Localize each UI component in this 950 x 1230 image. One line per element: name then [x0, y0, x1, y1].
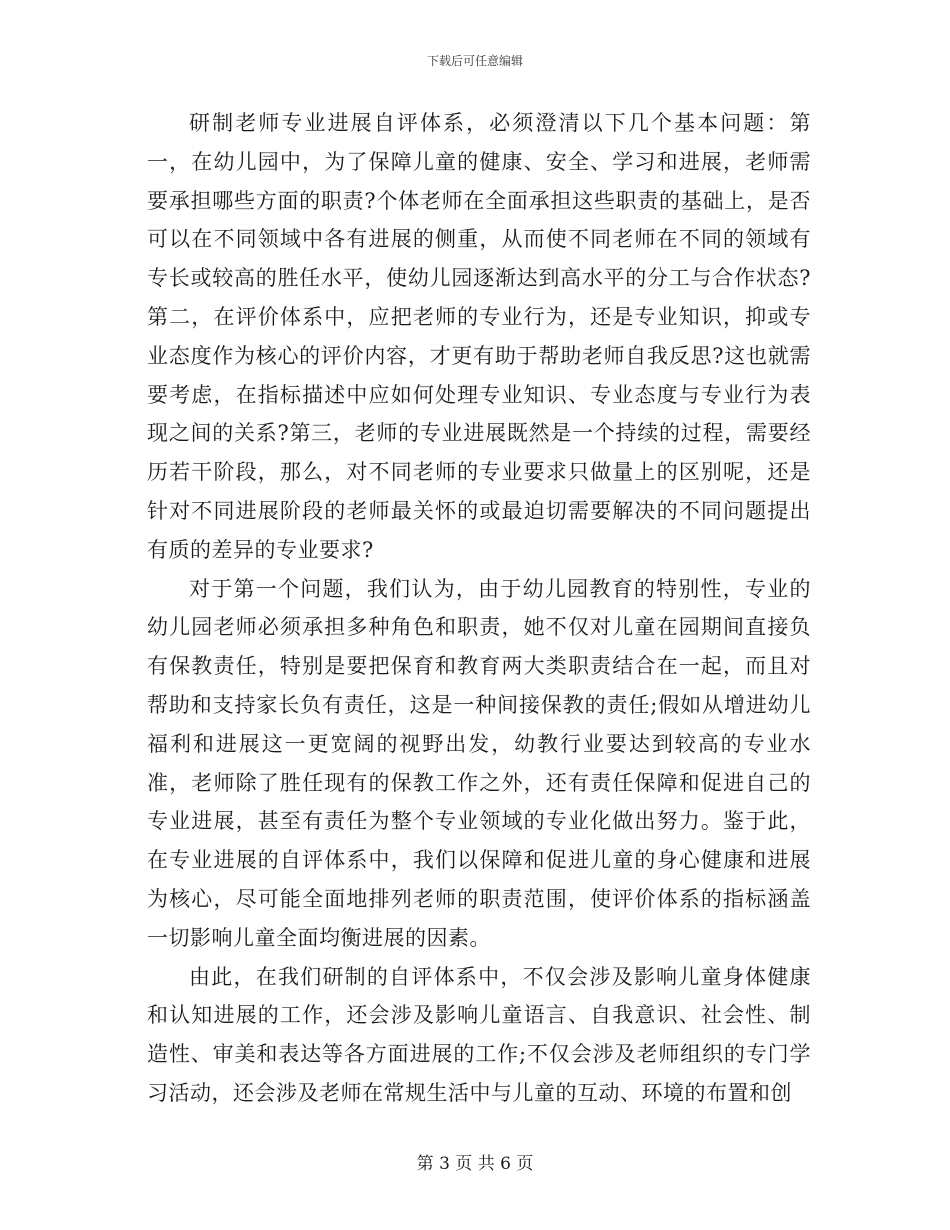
- document-body: [147, 104, 811, 1113]
- paragraph-3: 由此，在我们研制的自评体系中，不仅会涉及影响儿童身体健康和认知进展的工作，还会涉及影响儿童语言、自我意识、社会性、制造性、审美和表达等各方面进展的工作;不仅会涉及老师组织的专门学习活动，还会涉及老师在常规生活中与儿童的互动、环境的布置和创: [147, 964, 811, 1105]
- paragraph-1: 研制老师专业进展自评体系，必须澄清以下几个基本问题：第一，在幼儿园中，为了保障儿童的健康、安全、学习和进展，老师需要承担哪些方面的职责?个体老师在全面承担这些职责的基础上，是否可以在不同领域中各有进展的侧重，从而使不同老师在不同的领域有专长或较高的胜任水平，使幼儿园逐渐达到高水平的分工与合作状态?第二，在评价体系中，应把老师的专业行为，还是专业知识，抑或专业态度作为核心的评价内容，才更有助于帮助老师自我反思?这也就需要考虑，在指标描述中应如何处理专业知识、专业态度与专业行为表现之间的关系?第三，老师的专业进展既然是一个持续的过程，需要经历若干阶段，那么，对不同老师的专业要求只做量上的区别呢，还是针对不同进展阶段的老师最关怀的或最迫切需要解决的不同问题提出有质的差异的专业要求?: [147, 111, 811, 562]
- paragraph-2: 对于第一个问题，我们认为，由于幼儿园教育的特别性，专业的幼儿园老师必须承担多种角色和职责，她不仅对儿童在园期间直接负有保教责任，特别是要把保育和教育两大类职责结合在一起，而且对帮助和支持家长负有责任，这是一种间接保教的责任;假如从增进幼儿福利和进展这一更宽阔的视野出发，幼教行业要达到较高的专业水准，老师除了胜任现有的保教工作之外，还有责任保障和促进自己的专业进展，甚至有责任为整个专业领域的专业化做出努力。鉴于此，在专业进展的自评体系中，我们以保障和促进儿童的身心健康和进展为核心，尽可能全面地排列老师的职责范围，使评价体系的指标涵盖一切影响儿童全面均衡进展的因素。: [147, 576, 811, 950]
- page-header-note: 下载后可任意编辑: [426, 54, 523, 68]
- page-number: 第 3 页 共 6 页: [416, 1154, 534, 1174]
